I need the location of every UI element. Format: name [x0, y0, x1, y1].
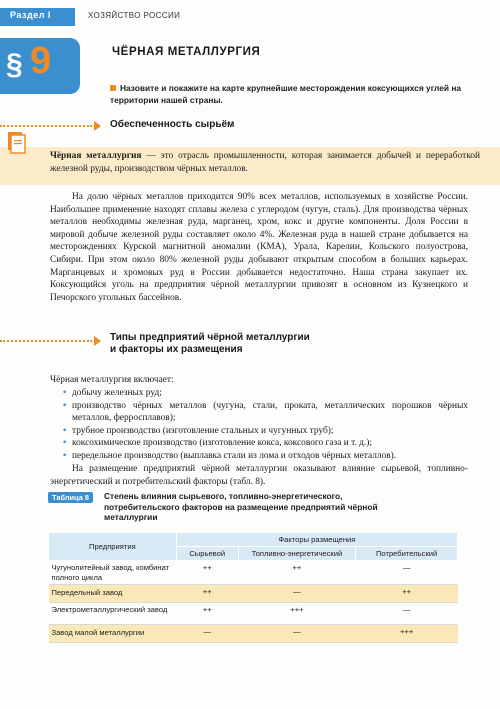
page-header [0, 0, 500, 32]
running-title: ХОЗЯЙСТВО РОССИИ [88, 11, 181, 20]
table-header-enterprise: Предприятия [49, 533, 177, 561]
subhead2-dotted-line [0, 340, 92, 342]
paragraph-number: 9 [30, 40, 52, 82]
table-header-factors: Факторы размещения [176, 533, 457, 547]
definition-text [50, 150, 480, 175]
section2-heading-line1: Типы предприятий чёрной металлургии [110, 332, 310, 343]
factors-table [48, 532, 458, 643]
table-cell: ++ [238, 561, 356, 585]
table-cell: — [238, 585, 356, 603]
subhead-dotted-line [0, 125, 92, 127]
subhead2-arrow-icon [94, 336, 101, 346]
task-marker-icon [110, 85, 116, 91]
list-item: • трубное производство (изготовление стальных и чугунных труб); [64, 425, 468, 438]
factors-paragraph: На размещение предприятий чёрной металлургии оказывают влияние сырьевой, топливно-энергетический и потребительский факторы (табл. 8). [50, 464, 468, 487]
table-cell-name: Чугунолитейный завод, комбинат полного цикла [49, 561, 177, 585]
table-cell: ++ [176, 561, 238, 585]
subhead-arrow-icon [94, 121, 101, 131]
table-caption: Степень влияния сырьевого, топливно-энергетического, потребительского факторов на размещение предприятий чёрной металлургии [104, 491, 378, 522]
table-cell-name: Передельный завод [49, 585, 177, 603]
task-text: Назовите и покажите на карте крупнейшие месторождения коксующихся углей на территории нашей страны. [110, 83, 462, 105]
table-badge: Таблица 8 [48, 492, 93, 503]
list-intro: Чёрная металлургия включает: [50, 375, 174, 385]
table-row [49, 561, 458, 585]
table-cell: — [176, 625, 238, 643]
table-header-consumer: Потребительский [356, 547, 458, 561]
table-cell: ++ [356, 585, 458, 603]
table-row [49, 625, 458, 643]
definition-body: — это отрасль промышленности, которая занимается добычей и переработкой железной руды, производством чёрных металлов. [50, 151, 480, 174]
section2-heading-line2: и факторы их размещения [110, 344, 243, 355]
list-item: • добычу железных руд; [64, 387, 468, 400]
table-cell-name: Завод малой металлургии [49, 625, 177, 643]
table-cell: ++ [176, 585, 238, 603]
table-cell: — [356, 603, 458, 625]
list-item: • передельное производство (выплавка стали из лома и отходов чёрных металлов). [64, 450, 468, 463]
resources-paragraph: На долю чёрных металлов приходится 90% всех металлов, используемых в хозяйстве России. Наибольшее применение находят сплавы железа с углеродом (чугун, сталь). Для производства чёрных металлов необходимы железная руда, марганец, хром, кокс и другие компоненты. Доля России в мировой добыче железной руды составляет около 4%. Железная руда в нашей стране добывается на месторождениях Курской магнитной аномалии (КМА), Урала, Карелии, Кольского полуострова, Сибири. При этом около 80% железной руды добывают открытым способом в больших карьерах. Марганцевых и хромовых руд в России добывается недостаточно. Наша страна закупает их. Коксующийся уголь на предприятия чёрной металлургии привозят в основном из Кузнецкого и Печорского угольных бассейнов. [50, 192, 468, 303]
paragraph-sign: § [6, 48, 23, 81]
table-header-raw: Сырьевой [176, 547, 238, 561]
chapter-title: ЧЁРНАЯ МЕТАЛЛУРГИЯ [112, 46, 261, 58]
bookmark-icon [8, 132, 26, 154]
table-row [49, 603, 458, 625]
list-item: • коксохимическое производство (изготовление кокса, коксового газа и т. д.); [64, 437, 468, 450]
table-cell-name: Электрометаллургический завод [49, 603, 177, 625]
table-cell: ++ [176, 603, 238, 625]
task-question [110, 82, 488, 106]
table-header-fuel: Топливно-энергетический [238, 547, 356, 561]
definition-term: Чёрная металлургия [50, 151, 142, 161]
list-item: • производство чёрных металлов (чугуна, стали, проката, металлических порошков чёрных металлов, ферросплавов); [64, 400, 468, 425]
section-label: Раздел I [10, 10, 51, 20]
table-cell: +++ [356, 625, 458, 643]
section2-heading [110, 332, 310, 356]
section1-heading: Обеспеченность сырьём [110, 119, 235, 130]
table-cell: — [238, 625, 356, 643]
table-row [49, 585, 458, 603]
table-cell: +++ [238, 603, 356, 625]
industry-list [64, 387, 468, 463]
table-cell: — [356, 561, 458, 585]
